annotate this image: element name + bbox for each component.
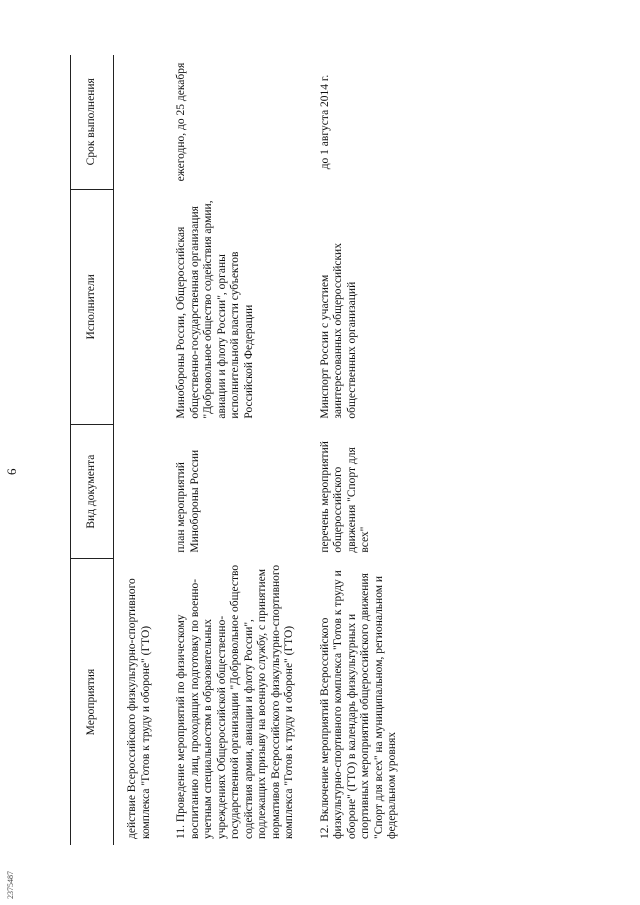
header-events: Мероприятия: [71, 559, 114, 845]
table-row: [159, 55, 303, 845]
table-row-continuation: [114, 55, 160, 845]
document-code: 2375487: [6, 871, 15, 899]
header-doc-type: Вид документа: [71, 425, 114, 559]
page-number: 6: [4, 468, 19, 475]
row-event: 11. Проведение мероприятий по физическому воспитанию лиц, проходящих подготовку по военно-учетным специальностям в образовательных учреждениях Общероссийской общественно-государственной организации "Добровольное общество содействия армии, авиации и флоту России", подлежащих призыву на военную службу, с принятием нормативов Всероссийского физкультурно-спортивного комплекса "Готов к труду и обороне" (ГТО): [175, 564, 295, 839]
table-header-row: [71, 55, 114, 845]
row-deadline: ежегодно, до 25 декабря: [175, 62, 187, 182]
continuation-text: действие Всероссийского физкультурно-спортивного комплекса "Готов к труду и обороне" (ГТО): [126, 578, 152, 839]
row-executors: Минспорт России с участием заинтересованных общероссийских общественных организаций: [318, 243, 358, 419]
row-executors: Минобороны России, Общероссийская общественно-государственная организация "Добровольное общество содействия армии, авиации и флоту России", органы исполнительной власти субъектов Российской Федерации: [175, 200, 255, 419]
header-deadline: Срок выполнения: [71, 55, 114, 189]
row-doc-type: план мероприятий Минобороны России: [175, 449, 201, 553]
header-executors: Исполнители: [71, 189, 114, 425]
events-table: [70, 55, 406, 845]
row-doc-type: перечень мероприятий общероссийского движения "Спорт для всех": [318, 441, 371, 553]
row-deadline: до 1 августа 2014 г.: [318, 74, 331, 170]
table-row: [303, 55, 406, 845]
row-event: 12. Включение мероприятий Всероссийского физкультурно-спортивного комплекса "Готов к труду и обороне" (ГТО) в календарь физкультурных и спортивных мероприятий общероссийского движения "Спорт для всех" на муниципальном, региональном и федеральном уровнях: [318, 570, 398, 839]
